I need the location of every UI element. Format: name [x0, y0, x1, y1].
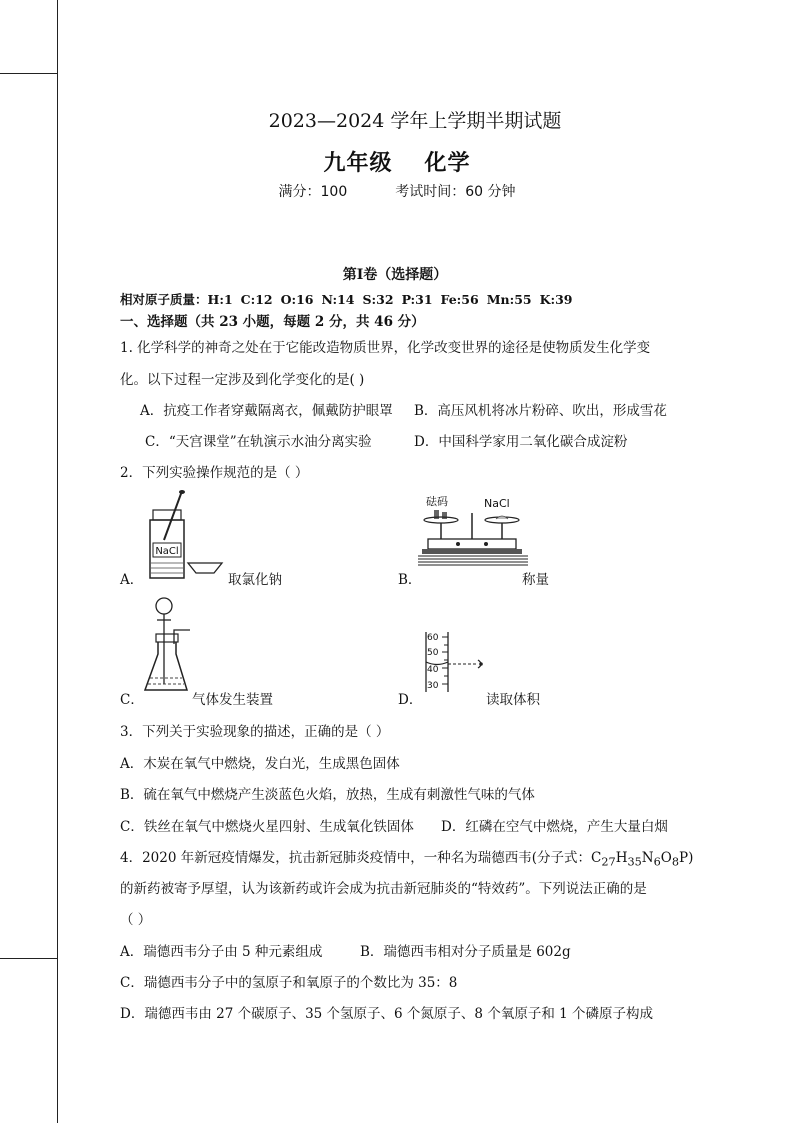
formula-subscript: 8	[671, 855, 680, 869]
part-title: 第Ⅰ卷（选择题）	[342, 267, 448, 283]
q2-option-a-caption: 取氯化钠	[228, 572, 282, 588]
graduated-cylinder-figure	[420, 630, 490, 694]
q4-stem-line1-text: 4．2020 年新冠疫情爆发，抗击新冠肺炎疫情中，一种名为瑞德西韦(分子式：	[120, 850, 592, 866]
q4-option-d: D．瑞德西韦由 27 个碳原子、35 个氢原子、6 个氮原子、8 个氧原子和 1 个磷原子构成	[120, 1006, 653, 1022]
stopper	[156, 634, 178, 642]
q1-option-a: A．抗疫工作者穿戴隔离衣，佩戴防护眼罩	[140, 403, 393, 419]
tick-label: 40	[427, 665, 439, 675]
q1-option-b: B．高压风机将冰片粉碎、吹出，形成雪花	[414, 403, 667, 419]
q2-stem: 2．下列实验操作规范的是（ ）	[120, 465, 309, 481]
binding-margin-bottom	[0, 958, 58, 1123]
balance-beam	[428, 539, 516, 549]
binding-margin-line	[57, 73, 58, 958]
q2-option-d-letter: D．	[398, 692, 423, 708]
nacl-pile	[496, 516, 508, 519]
q2-option-c-caption: 气体发生装置	[192, 692, 273, 708]
separatory-funnel-bulb	[156, 598, 172, 614]
gas-apparatus-figure	[142, 596, 202, 696]
exam-time: 考试时间：60 分钟	[395, 184, 516, 200]
reagent-bottle-figure	[138, 488, 228, 583]
q4-stem-line2: 的新药被寄予厚望，认为该新药或许会成为抗击新冠肺炎的“特效药”。下列说法正确的是	[120, 881, 647, 897]
grade: 九年级	[323, 150, 393, 176]
formula-element: C	[591, 850, 602, 866]
q3-stem: 3．下列关于实验现象的描述，正确的是（ ）	[120, 724, 390, 740]
bottle-label-text: NaCl	[155, 546, 179, 557]
mass-item: O:16	[280, 292, 314, 307]
mass-item: C:12	[240, 292, 273, 307]
formula-subscript: 27	[601, 855, 616, 869]
formula-element: H	[615, 850, 628, 866]
tick-label: 30	[427, 681, 439, 691]
exam-title: 2023—2024 学年上学期半期试题	[268, 110, 562, 132]
formula-element: P	[679, 850, 689, 866]
mass-item: K:39	[539, 292, 573, 307]
bottle-neck	[153, 510, 181, 520]
formula-element: N	[641, 850, 654, 866]
formula-subscript: 35	[627, 855, 642, 869]
nacl-label: NaCl	[484, 497, 510, 510]
weights-label: 砝码	[426, 495, 448, 508]
beam-knob	[456, 542, 460, 546]
q1-stem-line2: 化。以下过程一定涉及到化学变化的是( )	[120, 372, 365, 388]
weight-block	[442, 512, 447, 519]
left-pan	[424, 517, 458, 523]
q4-option-c: C．瑞德西韦分子中的氢原子和氧原子的个数比为 35：8	[120, 975, 458, 991]
binding-margin-top	[0, 0, 58, 74]
q4-option-b: B．瑞德西韦相对分子质量是 602g	[360, 944, 571, 960]
balance-base	[422, 549, 522, 554]
mass-item: Mn:55	[486, 292, 532, 307]
q4-stem-line3: （ ）	[120, 912, 152, 928]
q2-option-c-letter: C．	[120, 692, 144, 708]
weighing-dish	[188, 563, 222, 573]
q3-option-c: C．铁丝在氧气中燃烧火星四射、生成氧化铁固体	[120, 819, 414, 835]
spoon-handle	[164, 491, 182, 540]
q3-option-a: A．木炭在氧气中燃烧，发白光，生成黑色固体	[120, 756, 400, 772]
atomic-masses	[120, 290, 581, 308]
mass-item: Fe:56	[440, 292, 479, 307]
formula-subscript: 6	[653, 855, 661, 869]
q3-option-b: B．硫在氧气中燃烧产生淡蓝色火焰，放热，生成有刺激性气味的气体	[120, 787, 535, 803]
mass-item: H:1	[207, 292, 233, 307]
q1-stem-line1: 1. 化学科学的神奇之处在于它能改造物质世界，化学改变世界的途径是使物质发生化学变	[120, 340, 651, 356]
mass-item: N:14	[321, 292, 355, 307]
full-score: 满分：100	[278, 184, 348, 200]
q1-option-c: C．“天宫课堂”在轨演示水油分离实验	[145, 434, 372, 450]
mass-item: S:32	[362, 292, 394, 307]
tick-label: 50	[427, 648, 439, 658]
formula-element: O	[660, 850, 672, 866]
q2-option-a-letter: A．	[120, 572, 144, 588]
q2-option-b-caption: 称量	[522, 572, 549, 588]
spoon-end	[179, 490, 185, 494]
q2-option-d-caption: 读取体积	[486, 692, 540, 708]
q4-stem-line1	[120, 846, 693, 869]
beam-knob	[484, 542, 488, 546]
q2-option-b-letter: B．	[398, 572, 422, 588]
q1-option-d: D．中国科学家用二氧化碳合成淀粉	[414, 434, 628, 450]
exam-subject-line	[0, 146, 794, 177]
conical-flask	[145, 642, 187, 690]
atomic-masses-label: 相对原子质量：	[120, 292, 208, 307]
tick-label: 60	[427, 633, 439, 643]
eye-pupil	[479, 662, 483, 666]
balance-figure	[418, 493, 528, 573]
q4-stem-line1-close: )	[688, 850, 694, 866]
mass-item: P:31	[401, 292, 433, 307]
subject: 化学	[424, 150, 471, 176]
q3-option-d: D．红磷在空气中燃烧，产生大量白烟	[441, 819, 668, 835]
q4-option-a: A．瑞德西韦分子由 5 种元素组成	[120, 944, 323, 960]
molecular-formula	[591, 850, 689, 869]
exam-meta	[0, 181, 794, 201]
section-heading: 一、选择题（共 23 小题，每题 2 分，共 46 分）	[120, 314, 425, 330]
